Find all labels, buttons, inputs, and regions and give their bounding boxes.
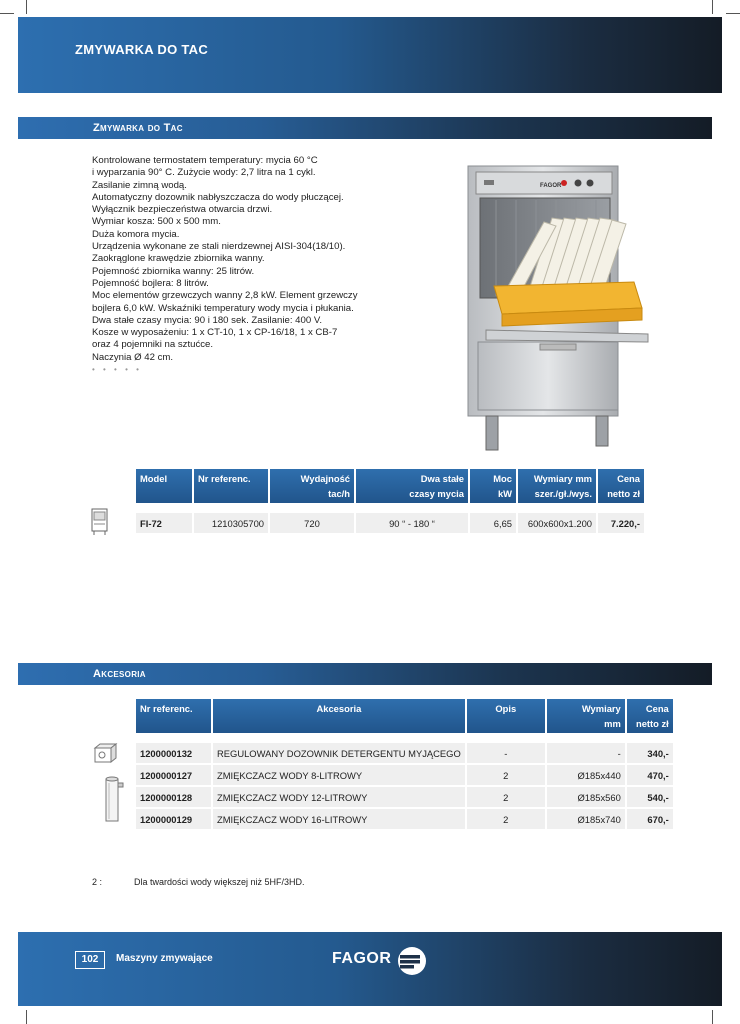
footer-band xyxy=(18,932,722,1006)
description-line: bojlera 6,0 kW. Wskaźniki temperatury wody mycia i płukania. xyxy=(92,302,354,314)
crop-mark xyxy=(26,1010,27,1024)
accessories-header-row xyxy=(136,699,673,733)
cell-price: 340,- xyxy=(627,743,673,763)
header-price: Cena netto zł xyxy=(598,469,644,503)
description-line: Urządzenia wykonane ze stali nierdzewnej AISI-304(18/10). xyxy=(92,241,346,253)
cell-ref: 1210305700 xyxy=(194,513,268,533)
spec-header-row xyxy=(136,469,644,503)
section-title: Zmywarka do Tac xyxy=(93,122,183,134)
cell-price: 470,- xyxy=(627,765,673,785)
dishwasher-product-image xyxy=(456,158,651,454)
crop-mark xyxy=(712,1010,713,1024)
cell-dimensions: Ø185x440 xyxy=(547,765,625,785)
description-line: Zasilanie zimną wodą. xyxy=(92,179,187,191)
fagor-logo-icon xyxy=(396,945,428,977)
cell-accessory: ZMIĘKCZACZ WODY 16-LITROWY xyxy=(213,809,465,829)
dishwasher-thumbnail-icon xyxy=(90,506,110,536)
description-line: i wyparzania 90° C. Zużycie wody: 2,7 litra na 1 cykl. xyxy=(92,167,316,179)
description-line: Pojemność zbiornika wanny: 25 litrów. xyxy=(92,265,255,277)
detergent-dispenser-icon xyxy=(92,742,118,768)
description-line: Moc elementów grzewczych wanny 2,8 kW. Element grzewczy xyxy=(92,290,358,302)
table-row xyxy=(136,787,673,807)
description-line: Automatyczny dozownik nabłyszczacza do wody płuczącej. xyxy=(92,191,344,203)
cell-accessory: ZMIĘKCZACZ WODY 12-LITROWY xyxy=(213,787,465,807)
crop-mark xyxy=(726,13,740,14)
description-line: Kosze w wyposażeniu: 1 x CT-10, 1 x CP-16/18, 1 x CB-7 xyxy=(92,327,338,339)
header-capacity: Wydajność tac/h xyxy=(270,469,354,503)
cell-accessory: REGULOWANY DOZOWNIK DETERGENTU MYJĄCEGO xyxy=(213,743,465,763)
header-ref: Nr referenc. xyxy=(194,469,268,503)
cell-wash-times: 90 “ - 180 “ xyxy=(356,513,468,533)
brand-name: FAGOR xyxy=(332,950,392,967)
cell-dimensions: Ø185x560 xyxy=(547,787,625,807)
footer-category-label: Maszyny zmywające xyxy=(116,953,213,964)
description-line: Wyłącznik bezpieczeństwa otwarcia drzwi. xyxy=(92,204,273,216)
crop-mark xyxy=(0,13,14,14)
header-power: Moc kW xyxy=(470,469,516,503)
cell-capacity: 720 xyxy=(270,513,354,533)
cell-note: - xyxy=(467,743,545,763)
spec-table xyxy=(134,467,646,535)
description-line: Pojemność bojlera: 8 litrów. xyxy=(92,277,209,289)
machine-brand-label: FAGOR xyxy=(540,183,562,189)
cell-ref: 1200000132 xyxy=(136,743,211,763)
cell-price: 7.220,- xyxy=(598,513,644,533)
water-softener-icon xyxy=(100,775,126,825)
header-model: Model xyxy=(136,469,192,503)
description-line: Naczynia Ø 42 cm. xyxy=(92,351,174,363)
description-line: Zaokrąglone krawędzie zbiornika wanny. xyxy=(92,253,265,265)
header-wash-times: Dwa stałe czasy mycia xyxy=(356,469,468,503)
cell-dimensions: Ø185x740 xyxy=(547,809,625,829)
section-bar-dishwasher xyxy=(18,117,712,139)
header-dimensions: Wymiary mm szer./gł./wys. xyxy=(518,469,596,503)
footnote-mark: 2 : xyxy=(92,877,103,887)
cell-price: 540,- xyxy=(627,787,673,807)
cell-dimensions: 600x600x1.200 xyxy=(518,513,596,533)
cell-model: FI-72 xyxy=(136,513,192,533)
product-description xyxy=(92,155,402,376)
cell-power: 6,65 xyxy=(470,513,516,533)
header-price: Cena netto zł xyxy=(627,699,673,733)
cell-ref: 1200000127 xyxy=(136,765,211,785)
header-note: Opis xyxy=(467,699,545,733)
footnote-text: Dla twardości wody większej niż 5HF/3HD. xyxy=(134,877,305,887)
cell-dimensions: - xyxy=(547,743,625,763)
section-title: Akcesoria xyxy=(93,668,146,680)
page-number: 102 xyxy=(75,951,105,969)
table-row xyxy=(136,743,673,763)
description-line: Duża komora mycia. xyxy=(92,228,180,240)
table-row xyxy=(136,513,644,533)
cell-note: 2 xyxy=(467,765,545,785)
crop-mark xyxy=(712,0,713,14)
cell-note: 2 xyxy=(467,787,545,807)
header-accessory: Akcesoria xyxy=(213,699,465,733)
table-row xyxy=(136,809,673,829)
crop-mark xyxy=(26,0,27,14)
header-ref: Nr referenc. xyxy=(136,699,211,733)
cell-price: 670,- xyxy=(627,809,673,829)
description-line: oraz 4 pojemniki na sztućce. xyxy=(92,339,214,351)
page-title: ZMYWARKA DO TAC xyxy=(75,42,209,57)
section-bar-accessories xyxy=(18,663,712,685)
cell-ref: 1200000128 xyxy=(136,787,211,807)
description-line: Dwa stałe czasy mycia: 90 i 180 sek. Zasilanie: 400 V. xyxy=(92,314,323,326)
cell-note: 2 xyxy=(467,809,545,829)
description-line: Kontrolowane termostatem temperatury: mycia 60 °C xyxy=(92,155,318,166)
table-row xyxy=(136,765,673,785)
cell-ref: 1200000129 xyxy=(136,809,211,829)
header-dimensions: Wymiary mm xyxy=(547,699,625,733)
decorative-dots: • • • • • xyxy=(92,365,142,375)
description-line: Wymiar kosza: 500 x 500 mm. xyxy=(92,216,221,228)
cell-accessory: ZMIĘKCZACZ WODY 8-LITROWY xyxy=(213,765,465,785)
accessories-table xyxy=(134,697,675,831)
